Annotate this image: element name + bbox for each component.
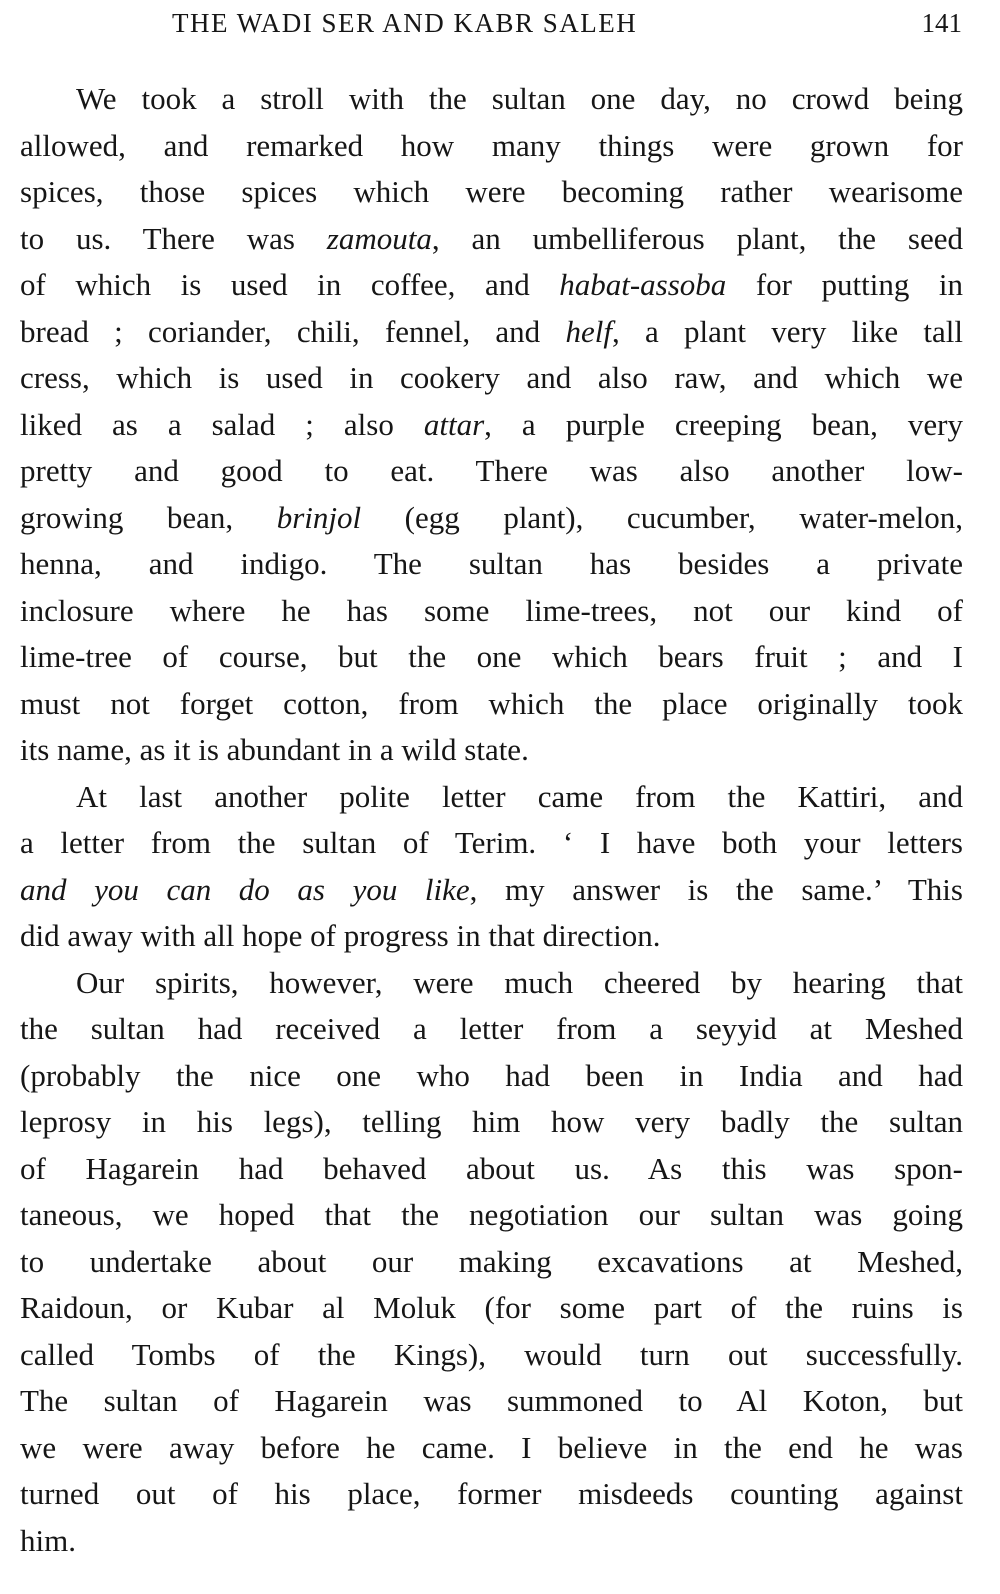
text-line: him. [20, 1522, 76, 1558]
text-line: At last another polite letter came from the Kattiri, and [76, 778, 963, 814]
page-number: 141 [921, 8, 962, 38]
text-line: taneous, we hoped that the negotiation our sultan was going [20, 1197, 963, 1232]
text-line: growing bean, brinjol (egg plant), cucumber, water-melon, [20, 499, 963, 535]
text-line: did away with all hope of progress in that direction. [20, 918, 661, 953]
running-head [20, 5, 962, 41]
text-line: the sultan had received a letter from a seyyid at Meshed [20, 1011, 963, 1046]
text-line: and you can do as you like, my answer is the same.’ This [20, 871, 963, 907]
text-line: lime-tree of course, but the one which bears fruit ; and I [20, 639, 963, 674]
text-line: a letter from the sultan of Terim. ‘ I have both your letters [20, 825, 963, 860]
text-line: henna, and indigo. The sultan has besides a private [20, 546, 963, 581]
text-line: called Tombs of the Kings), would turn out successfully. [20, 1336, 963, 1372]
italic-term: attar [423, 406, 485, 442]
text-line: The sultan of Hagarein was summoned to Al Koton, but [20, 1383, 963, 1418]
text-line: liked as a salad ; also attar, a purple creeping bean, very [20, 406, 963, 442]
text-line: of Hagarein had behaved about us. As this was spon- [20, 1150, 963, 1186]
text-line: its name, as it is abundant in a wild state. [20, 732, 529, 767]
text-line: inclosure where he has some lime-trees, not our kind of [20, 592, 963, 628]
text-line: must not forget cotton, from which the place originally took [20, 685, 963, 721]
italic-term: habat-assoba [559, 267, 727, 302]
italic-term: zamouta [326, 220, 432, 256]
text-line: of which is used in coffee, and habat-assoba for putting in [20, 267, 963, 302]
text-line: to us. There was zamouta, an umbelliferous plant, the seed [20, 220, 963, 256]
text-line: Raidoun, or Kubar al Moluk (for some part of the ruins is [20, 1290, 963, 1325]
italic-term: brinjol [276, 499, 362, 535]
text-line: bread ; coriander, chili, fennel, and helf, a plant very like tall [20, 313, 963, 349]
text-line: (probably the nice one who had been in India and had [20, 1057, 963, 1093]
text-line: allowed, and remarked how many things were grown for [20, 127, 963, 163]
text-line: We took a stroll with the sultan one day, no crowd being [76, 81, 963, 116]
text-line: pretty and good to eat. There was also another low- [20, 453, 963, 488]
chapter-title: THE WADI SER AND KABR SALEH [172, 8, 638, 38]
text-line: cress, which is used in cookery and also raw, and which we [20, 360, 963, 395]
text-line: to undertake about our making excavations at Meshed, [20, 1243, 963, 1279]
body-text [20, 76, 963, 1564]
italic-term: and you can do as you like [20, 871, 470, 907]
text-line: we were away before he came. I believe in the end he was [20, 1429, 963, 1465]
text-line: Our spirits, however, were much cheered by hearing that [76, 964, 963, 1000]
text-line: leprosy in his legs), telling him how very badly the sultan [20, 1104, 963, 1139]
text-line: turned out of his place, former misdeeds counting against [20, 1476, 963, 1511]
italic-term: helf [565, 313, 612, 349]
text-line: spices, those spices which were becoming rather wearisome [20, 174, 963, 209]
